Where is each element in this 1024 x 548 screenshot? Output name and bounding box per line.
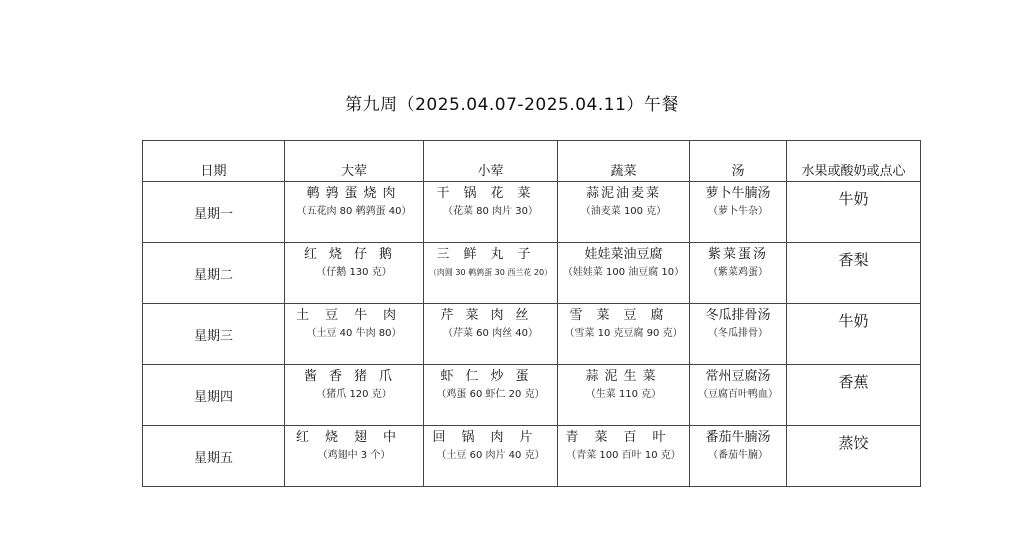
dish-detail: （番茄牛腩） (708, 450, 768, 461)
vegetable-cell (558, 182, 690, 243)
header-extra: 水果或酸奶或点心 (787, 141, 921, 182)
dish-name: 三鲜丸子 (436, 247, 545, 262)
dish-detail: （芹菜 60 肉丝 40） (443, 328, 538, 339)
dish-detail: （娃娃菜 100 油豆腐 10） (562, 267, 685, 278)
soup-cell (690, 365, 787, 426)
big-meat-cell (285, 304, 424, 365)
dish-name: 萝卜牛腩汤 (705, 186, 771, 201)
day-cell: 星期一 (143, 182, 285, 243)
small-meat-cell (424, 426, 558, 487)
dish-name: 芹菜肉丝 (440, 308, 541, 323)
table-row (143, 243, 921, 304)
extra-cell: 香梨 (787, 243, 921, 304)
dish-detail: （仔鹅 130 克） (316, 267, 392, 278)
vegetable-cell (558, 365, 690, 426)
dish-name: 干锅花菜 (436, 186, 545, 201)
header-soup: 汤 (690, 141, 787, 182)
dish-detail: （雪菜 10 克豆腐 90 克） (564, 328, 683, 339)
page-title: 第九周（2025.04.07-2025.04.11）午餐 (345, 95, 679, 115)
dish-name: 青菜百叶 (565, 430, 682, 445)
dish-detail: （生菜 110 克） (585, 389, 662, 400)
dish-detail: （鸡翅中 3 个） (317, 450, 391, 461)
big-meat-cell (285, 182, 424, 243)
extra-cell: 牛奶 (787, 304, 921, 365)
small-meat-cell (424, 304, 558, 365)
small-meat-cell (424, 182, 558, 243)
dish-detail: （五花肉 80 鹌鹑蛋 40） (296, 206, 412, 217)
big-meat-cell (285, 365, 424, 426)
dish-name: 紫菜蛋汤 (707, 247, 768, 262)
soup-cell (690, 304, 787, 365)
dish-detail: （冬瓜排骨） (708, 328, 768, 339)
vegetable-cell (558, 426, 690, 487)
dish-detail: （猪爪 120 克） (316, 389, 392, 400)
extra-cell: 香蕉 (787, 365, 921, 426)
dish-detail: （肉圆 30 鹌鹑蛋 30 西兰花 20） (428, 268, 553, 277)
dish-detail: （土豆 60 肉片 40 克） (436, 450, 545, 461)
header-date: 日期 (143, 141, 285, 182)
small-meat-cell (424, 365, 558, 426)
day-cell: 星期三 (143, 304, 285, 365)
small-meat-cell (424, 243, 558, 304)
dish-name: 常州豆腐汤 (705, 369, 771, 384)
dish-name: 雪菜豆腐 (569, 308, 678, 323)
dish-name: 回锅肉片 (432, 430, 549, 445)
dish-detail: （花菜 80 肉片 30） (443, 206, 538, 217)
soup-cell (690, 243, 787, 304)
header-big-meat: 大荤 (285, 141, 424, 182)
dish-name: 酱香猪爪 (303, 369, 404, 384)
dish-detail: （萝卜牛杂） (708, 206, 768, 217)
dish-name: 番茄牛腩汤 (705, 430, 771, 445)
table-row (143, 304, 921, 365)
extra-cell: 蒸饺 (787, 426, 921, 487)
big-meat-cell (285, 426, 424, 487)
big-meat-cell (285, 243, 424, 304)
vegetable-cell (558, 243, 690, 304)
dish-name: 土豆牛肉 (295, 308, 412, 323)
soup-cell (690, 426, 787, 487)
dish-name: 冬瓜排骨汤 (705, 308, 771, 323)
table-row (143, 365, 921, 426)
dish-detail: （油麦菜 100 克） (580, 206, 667, 217)
dish-name: 蒜泥油麦菜 (585, 186, 661, 201)
dish-detail: （紫菜鸡蛋） (708, 267, 768, 278)
lunch-menu-table (142, 140, 921, 487)
vegetable-cell (558, 304, 690, 365)
day-cell: 星期五 (143, 426, 285, 487)
dish-name: 红烧仔鹅 (303, 247, 404, 262)
dish-detail: （鸡蛋 60 虾仁 20 克） (436, 389, 545, 400)
dish-name: 娃娃菜油豆腐 (584, 247, 663, 262)
dish-name: 虾仁炒蛋 (440, 369, 541, 384)
extra-cell: 牛奶 (787, 182, 921, 243)
soup-cell (690, 182, 787, 243)
header-small-meat: 小荤 (424, 141, 558, 182)
table-row (143, 182, 921, 243)
table-row (143, 426, 921, 487)
dish-name: 鹌鹑蛋烧肉 (306, 186, 402, 201)
dish-name: 红烧翅中 (295, 430, 412, 445)
day-cell: 星期四 (143, 365, 285, 426)
day-cell: 星期二 (143, 243, 285, 304)
dish-detail: （青菜 100 百叶 10 克） (566, 450, 681, 461)
dish-name: 蒜泥生菜 (585, 369, 662, 384)
dish-detail: （土豆 40 牛肉 80） (306, 328, 402, 339)
header-vegetable: 蔬菜 (558, 141, 690, 182)
dish-detail: （豆腐百叶鸭血） (698, 389, 778, 400)
table-header-row (143, 141, 921, 182)
